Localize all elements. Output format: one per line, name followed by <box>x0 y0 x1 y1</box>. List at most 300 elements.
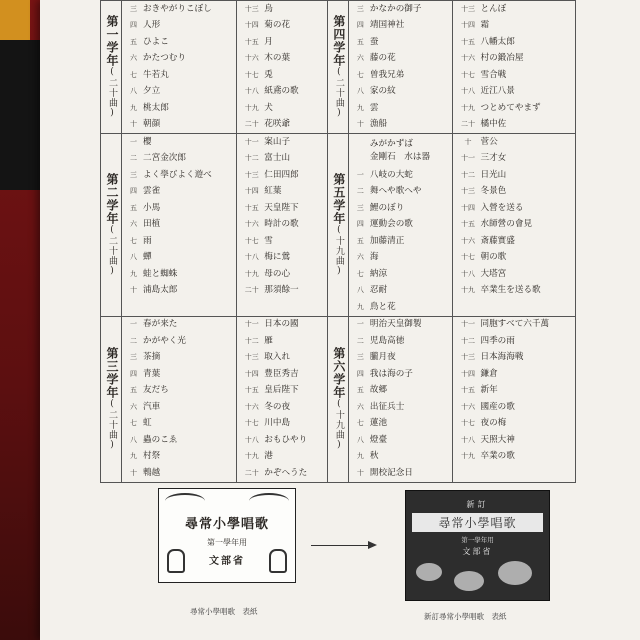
background-book-corner <box>0 0 30 40</box>
song-number: 十七 <box>244 70 259 79</box>
song-title: 雨 <box>143 235 152 246</box>
song-number: 八 <box>130 253 137 262</box>
song-number: 二十 <box>244 286 259 295</box>
table-row <box>101 316 576 482</box>
song-title: 月 <box>264 36 273 47</box>
song-item <box>124 449 234 466</box>
song-number: 三 <box>356 353 364 362</box>
song-number: 三 <box>130 4 137 13</box>
song-number: 四 <box>356 220 364 229</box>
song-number: 三 <box>130 353 137 362</box>
song-item <box>239 84 325 101</box>
song-item <box>455 34 573 51</box>
song-item <box>351 100 451 117</box>
song-item <box>351 167 451 184</box>
song-title: 國産の歌 <box>480 401 515 412</box>
song-number: 十九 <box>244 452 259 461</box>
song-item <box>351 432 451 449</box>
song-title: 鯉のぼり <box>369 202 405 213</box>
song-title: 日本の國 <box>264 319 299 330</box>
song-number: 二 <box>356 187 364 196</box>
song-title: 桃太郎 <box>143 102 169 113</box>
song-column <box>348 316 453 482</box>
song-title: 雪合戦 <box>480 69 507 80</box>
song-title: 櫻 <box>143 136 152 147</box>
song-number: 六 <box>356 402 364 411</box>
grade-label-cell <box>101 134 122 317</box>
song-item <box>124 84 234 101</box>
song-number: 五 <box>130 386 137 395</box>
song-number: 二十 <box>244 468 259 477</box>
grade-title: 第三学年 <box>105 347 119 399</box>
song-item <box>124 250 234 267</box>
song-item <box>239 465 325 482</box>
song-item <box>124 383 234 400</box>
song-number: 九 <box>356 103 364 112</box>
song-title: 紅葉 <box>264 186 282 197</box>
grade-label-cell <box>327 316 348 482</box>
song-item <box>239 250 325 267</box>
song-number: 十 <box>130 468 137 477</box>
song-item <box>455 465 573 482</box>
song-title: 友だち <box>143 385 169 396</box>
song-number: 十六 <box>244 220 259 229</box>
song-item <box>239 233 325 250</box>
song-title: 紙鳶の歌 <box>264 86 299 97</box>
song-title: 忍耐 <box>369 285 388 296</box>
song-column <box>348 1 453 134</box>
song-title: 茶摘 <box>143 352 161 363</box>
song-column <box>237 134 328 317</box>
song-item <box>351 299 451 316</box>
song-title: 水師營の會見 <box>480 219 533 230</box>
song-item <box>239 100 325 117</box>
song-item <box>239 134 325 151</box>
song-title: 蟬 <box>143 252 152 263</box>
song-list-table <box>100 0 576 483</box>
song-number: 一 <box>130 320 137 329</box>
song-item <box>124 366 234 383</box>
song-title: かぞへうた <box>264 467 308 478</box>
song-title: 同胞すべて六千萬 <box>480 319 550 330</box>
song-title: 花咲爺 <box>264 119 291 130</box>
song-title: 斎藤實盛 <box>480 235 515 246</box>
song-item <box>239 432 325 449</box>
song-number: 十二 <box>244 154 259 163</box>
song-list <box>237 317 327 482</box>
lyre-icon <box>269 549 287 573</box>
song-item <box>124 350 234 367</box>
song-title: 卒業の歌 <box>480 451 515 462</box>
vine-ornament <box>249 493 289 509</box>
song-title: 皇后陛下 <box>264 385 299 396</box>
song-item <box>124 233 234 250</box>
song-number: 十六 <box>460 54 475 63</box>
song-item <box>351 449 451 466</box>
song-column <box>122 134 237 317</box>
song-number: 七 <box>356 70 364 79</box>
song-number: 六 <box>356 54 364 63</box>
song-number: 二十 <box>460 120 475 129</box>
song-item <box>239 184 325 201</box>
song-item <box>351 67 451 84</box>
song-number: 十五 <box>244 386 259 395</box>
song-item <box>351 200 451 217</box>
song-item <box>124 1 234 18</box>
grade-count: (二十曲) <box>107 224 117 277</box>
song-item <box>455 167 573 184</box>
song-title: 夜の梅 <box>480 418 507 429</box>
song-number: 十二 <box>244 336 259 345</box>
song-list <box>453 134 575 299</box>
song-number: 十 <box>130 120 137 129</box>
song-number: 十九 <box>244 269 259 278</box>
song-title: 冬景色 <box>480 186 507 197</box>
song-number: 四 <box>356 21 364 30</box>
song-item <box>239 333 325 350</box>
song-number: 十三 <box>460 353 475 362</box>
new-songbook-cover <box>405 490 550 601</box>
song-item <box>239 34 325 51</box>
song-item <box>124 117 234 134</box>
table-row <box>101 1 576 134</box>
song-title: よく學びよく遊べ <box>143 169 212 180</box>
song-item <box>124 18 234 35</box>
song-title: 蚕 <box>369 36 379 47</box>
song-title: 日本海海戦 <box>480 352 524 363</box>
song-title: 運動会の歌 <box>369 219 413 230</box>
song-list <box>453 1 575 133</box>
song-number: 十九 <box>460 286 475 295</box>
song-number: 十三 <box>244 4 259 13</box>
song-item <box>351 134 451 167</box>
song-title: 家の紋 <box>369 86 396 97</box>
cover-subtitle: 第一學年用 <box>207 538 247 547</box>
song-number: 六 <box>130 402 137 411</box>
song-item <box>351 465 451 482</box>
song-list <box>349 317 453 482</box>
song-title: 我は海の子 <box>369 368 413 379</box>
song-title: 朧月夜 <box>369 352 396 363</box>
song-number: 一 <box>130 137 137 146</box>
song-item <box>124 134 234 151</box>
song-list <box>453 317 575 482</box>
song-item <box>239 117 325 134</box>
song-title: 浦島太郎 <box>143 285 178 296</box>
song-item <box>124 200 234 217</box>
arrow-line <box>311 545 371 546</box>
song-item <box>351 217 451 234</box>
song-item <box>239 217 325 234</box>
song-item <box>124 416 234 433</box>
lyre-icon <box>167 549 185 573</box>
song-item <box>455 117 573 134</box>
song-item <box>239 317 325 334</box>
song-item <box>239 350 325 367</box>
song-number: 十五 <box>460 220 475 229</box>
song-title: 仁田四郎 <box>264 169 299 180</box>
grade-title: 第二学年 <box>105 172 119 225</box>
song-item <box>455 151 573 168</box>
song-number: 七 <box>356 269 364 278</box>
song-title: 加藤清正 <box>369 235 405 246</box>
song-number: 十四 <box>244 21 259 30</box>
song-title: 朝の歌 <box>480 252 507 263</box>
song-item <box>239 266 325 283</box>
song-item <box>124 432 234 449</box>
song-item <box>239 1 325 18</box>
song-list <box>349 134 453 316</box>
song-item <box>455 51 573 68</box>
song-number: 三 <box>356 203 364 212</box>
song-item <box>455 217 573 234</box>
song-title: みがかずば 金剛石 水は器 <box>369 138 431 162</box>
song-item <box>455 84 573 101</box>
song-item <box>239 18 325 35</box>
song-number: 八 <box>356 87 364 96</box>
song-number: 十八 <box>460 87 475 96</box>
grade-label-cell <box>327 134 348 317</box>
song-item <box>351 283 451 300</box>
song-item <box>124 51 234 68</box>
song-number: 十八 <box>244 253 259 262</box>
song-title: 秋 <box>369 451 379 462</box>
song-item <box>455 449 573 466</box>
song-item <box>351 266 451 283</box>
song-number: 十一 <box>460 320 475 329</box>
grade-label-cell <box>101 316 122 482</box>
song-item <box>455 134 573 151</box>
cover-caption: 新訂尋常小學唱歌 表紙 <box>424 612 507 621</box>
song-number: 十二 <box>460 336 475 345</box>
song-item <box>239 399 325 416</box>
song-number: 十七 <box>460 419 475 428</box>
song-item <box>455 200 573 217</box>
song-item <box>124 333 234 350</box>
song-title: 取入れ <box>264 352 291 363</box>
song-list <box>122 1 236 133</box>
song-item <box>455 399 573 416</box>
song-number: 八 <box>130 87 137 96</box>
song-title: 菊の花 <box>264 20 291 31</box>
song-number: 四 <box>130 187 137 196</box>
song-title: 曽我兄弟 <box>369 69 405 80</box>
song-number: 七 <box>130 236 137 245</box>
song-title: 雲 <box>369 102 379 113</box>
song-title: 近江八景 <box>480 86 515 97</box>
song-title: かがやく光 <box>143 335 186 346</box>
song-number: 十三 <box>244 353 259 362</box>
song-number: 十四 <box>244 369 259 378</box>
song-item <box>351 117 451 134</box>
flower-ornament <box>416 563 442 581</box>
cover-publisher: 文部省 <box>462 547 493 556</box>
song-number: 七 <box>356 419 364 428</box>
cover-caption: 尋常小學唱歌 表紙 <box>190 607 258 616</box>
song-number: 十六 <box>460 236 475 245</box>
song-title: 雁 <box>264 335 273 346</box>
song-item <box>455 100 573 117</box>
grade-title: 第四学年 <box>331 15 346 67</box>
song-title: 雲雀 <box>143 186 161 197</box>
song-title: 案山子 <box>264 136 291 147</box>
song-title: 明治天皇御製 <box>369 319 422 330</box>
song-title: 霜 <box>480 20 490 31</box>
song-list <box>237 134 327 299</box>
song-number: 十八 <box>244 435 259 444</box>
song-title: 八岐の大蛇 <box>369 169 413 180</box>
song-title: 靖国神社 <box>369 20 405 31</box>
song-title: 小馬 <box>143 202 161 213</box>
song-item <box>351 18 451 35</box>
song-item <box>239 67 325 84</box>
song-column <box>348 134 453 317</box>
song-title: 蛙と蜘蛛 <box>143 268 178 279</box>
song-title: 朝顔 <box>143 119 161 130</box>
cover-top-text: 新訂 <box>466 500 489 509</box>
song-column <box>122 1 237 134</box>
vine-ornament <box>165 493 205 509</box>
song-number: 十六 <box>244 54 259 63</box>
song-title: 母の心 <box>264 268 291 279</box>
song-title: 舞へや歌へや <box>369 186 422 197</box>
arrow-right-icon <box>368 541 377 549</box>
song-title: 大塔宮 <box>480 268 507 279</box>
song-number: 一 <box>356 320 364 329</box>
song-number: 十二 <box>460 170 475 179</box>
song-item <box>239 366 325 383</box>
song-title: 富士山 <box>264 153 291 164</box>
song-title: 漁船 <box>369 119 388 130</box>
song-title: 四季の雨 <box>480 335 515 346</box>
song-item <box>124 283 234 300</box>
song-number: 十九 <box>460 103 475 112</box>
song-title: 二宮金次郎 <box>143 153 186 164</box>
song-item <box>351 250 451 267</box>
song-number: 五 <box>356 386 364 395</box>
song-number: 十三 <box>244 170 259 179</box>
song-item <box>455 350 573 367</box>
song-number: 十一 <box>460 154 475 163</box>
song-title: 天皇陛下 <box>264 202 299 213</box>
song-number: 十五 <box>244 37 259 46</box>
song-number: 二 <box>130 154 137 163</box>
song-list <box>237 1 327 133</box>
song-title: 天照大神 <box>480 434 515 445</box>
song-title: 村祭 <box>143 451 161 462</box>
grade-count: (二十曲) <box>333 67 344 119</box>
song-item <box>239 416 325 433</box>
song-item <box>455 67 573 84</box>
grade-label-cell <box>101 1 122 134</box>
song-title: 橘中佐 <box>480 119 507 130</box>
song-number: 九 <box>356 452 364 461</box>
song-title: 那須餘一 <box>264 285 299 296</box>
song-item <box>124 317 234 334</box>
song-item <box>124 266 234 283</box>
song-number: 十四 <box>460 369 475 378</box>
song-title: 港 <box>264 451 273 462</box>
song-item <box>124 217 234 234</box>
song-item <box>351 333 451 350</box>
song-item <box>455 317 573 334</box>
song-title: 冬の夜 <box>264 401 291 412</box>
song-number: 十三 <box>460 4 475 13</box>
song-number: 六 <box>130 220 137 229</box>
song-item <box>351 317 451 334</box>
song-number: 七 <box>130 419 137 428</box>
song-title: 藤の花 <box>369 53 396 64</box>
song-title: 梅に鶯 <box>264 252 291 263</box>
song-item <box>351 184 451 201</box>
song-title: 蓮池 <box>369 418 388 429</box>
song-item <box>351 1 451 18</box>
flower-ornament <box>498 561 532 585</box>
song-number: 十五 <box>244 203 259 212</box>
song-item <box>455 1 573 18</box>
old-songbook-cover <box>158 488 296 583</box>
song-title: 三才女 <box>480 153 507 164</box>
grade-title: 第一学年 <box>105 15 119 67</box>
song-number: 四 <box>130 21 137 30</box>
song-number: 十五 <box>460 37 475 46</box>
song-number: 三 <box>356 4 364 13</box>
grade-title: 第五学年 <box>331 172 346 225</box>
song-title: 新年 <box>480 385 498 396</box>
song-item <box>351 399 451 416</box>
song-number: 十七 <box>460 253 475 262</box>
song-title: 日光山 <box>480 169 507 180</box>
song-number: 十一 <box>244 320 259 329</box>
song-item <box>351 233 451 250</box>
song-title: 入營を送る <box>480 202 524 213</box>
song-title: 人形 <box>143 20 161 31</box>
song-number: 六 <box>130 54 137 63</box>
song-title: かたつむり <box>143 53 186 64</box>
song-title: ひよこ <box>143 36 169 47</box>
song-item <box>124 34 234 51</box>
song-number: 十四 <box>460 203 475 212</box>
song-title: 蟲のこゑ <box>143 434 178 445</box>
song-item <box>455 383 573 400</box>
song-list <box>349 1 453 133</box>
song-number: 十四 <box>244 187 259 196</box>
song-title: 卒業生を送る歌 <box>480 285 541 296</box>
song-item <box>351 350 451 367</box>
song-number: 八 <box>130 435 137 444</box>
song-item <box>239 200 325 217</box>
song-item <box>239 449 325 466</box>
cover-subtitle: 第一學年用 <box>461 536 494 544</box>
song-number: 五 <box>130 37 137 46</box>
song-title: 鎌倉 <box>480 368 498 379</box>
song-number: 十八 <box>244 87 259 96</box>
song-title: 八幡太郎 <box>480 36 515 47</box>
song-number: 五 <box>356 236 364 245</box>
song-item <box>455 283 573 300</box>
song-number: 十六 <box>460 402 475 411</box>
grade-count: (二十曲) <box>107 67 117 119</box>
song-number: 十九 <box>460 452 475 461</box>
song-item <box>455 233 573 250</box>
song-item <box>239 167 325 184</box>
song-number: 三 <box>130 170 137 179</box>
song-number: 九 <box>130 103 137 112</box>
grade-title: 第六学年 <box>331 347 346 399</box>
song-column <box>122 316 237 482</box>
song-column <box>453 316 576 482</box>
song-number: 十七 <box>460 70 475 79</box>
